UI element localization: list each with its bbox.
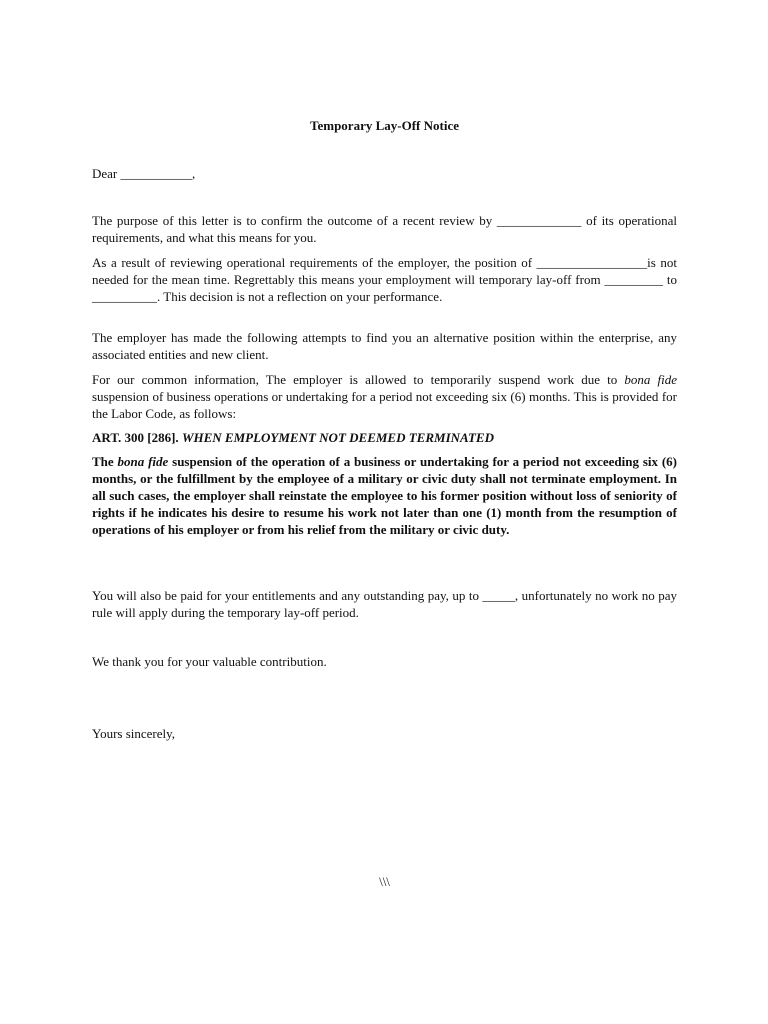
salutation: Dear ___________, [92, 166, 196, 181]
paragraph-legal-basis [92, 371, 677, 422]
paragraph-purpose: The purpose of this letter is to confirm the outcome of a recent review by _____________ of its operational requirements, and what this means for you. [92, 213, 677, 245]
article-body-start: The [92, 454, 118, 469]
paragraph-thanks: We thank you for your valuable contribution. [92, 654, 327, 669]
legal-basis-text-end: suspension of business operations or undertaking for a period not exceeding six (6) months. This is provided for the Labor Code, as follows: [92, 389, 677, 421]
article-heading [92, 429, 494, 446]
legal-basis-italic-term: bona fide [624, 372, 677, 387]
article-number: ART. 300 [286]. [92, 430, 182, 445]
article-body-end: suspension of the operation of a business or undertaking for a period not exceeding six (6) months, or the fulfillment by the employee of a military or civic duty shall not terminate employment. In all such cases, the employer shall reinstate the employee to his former position without loss of seniority of rights if he indicates his desire to resume his work not later than one (1) month from the resumption of operations of his employer or from his relief from the military or civic duty. [92, 454, 677, 537]
signoff: Yours sincerely, [92, 726, 176, 741]
footer-mark: \\\ [379, 874, 390, 889]
article-body-italic-term: bona fide [117, 454, 169, 469]
document-title: Temporary Lay-Off Notice [310, 118, 459, 133]
paragraph-attempts: The employer has made the following attempts to find you an alternative position within the enterprise, any associated entities and new client. [92, 330, 677, 362]
paragraph-position: As a result of reviewing operational requirements of the employer, the position of _________________is not needed for the mean time. Regrettably this means your employment will temporary lay-off from _________ to __________. This decision is not a reflection on your performance. [92, 255, 677, 304]
paragraph-entitlements: You will also be paid for your entitlements and any outstanding pay, up to _____, unfortunately no work no pay rule will apply during the temporary lay-off period. [92, 588, 677, 620]
article-title: WHEN EMPLOYMENT NOT DEEMED TERMINATED [181, 430, 494, 445]
legal-basis-text-start: For our common information, The employer is allowed to temporarily suspend work due to [92, 372, 625, 387]
article-body [92, 453, 677, 538]
